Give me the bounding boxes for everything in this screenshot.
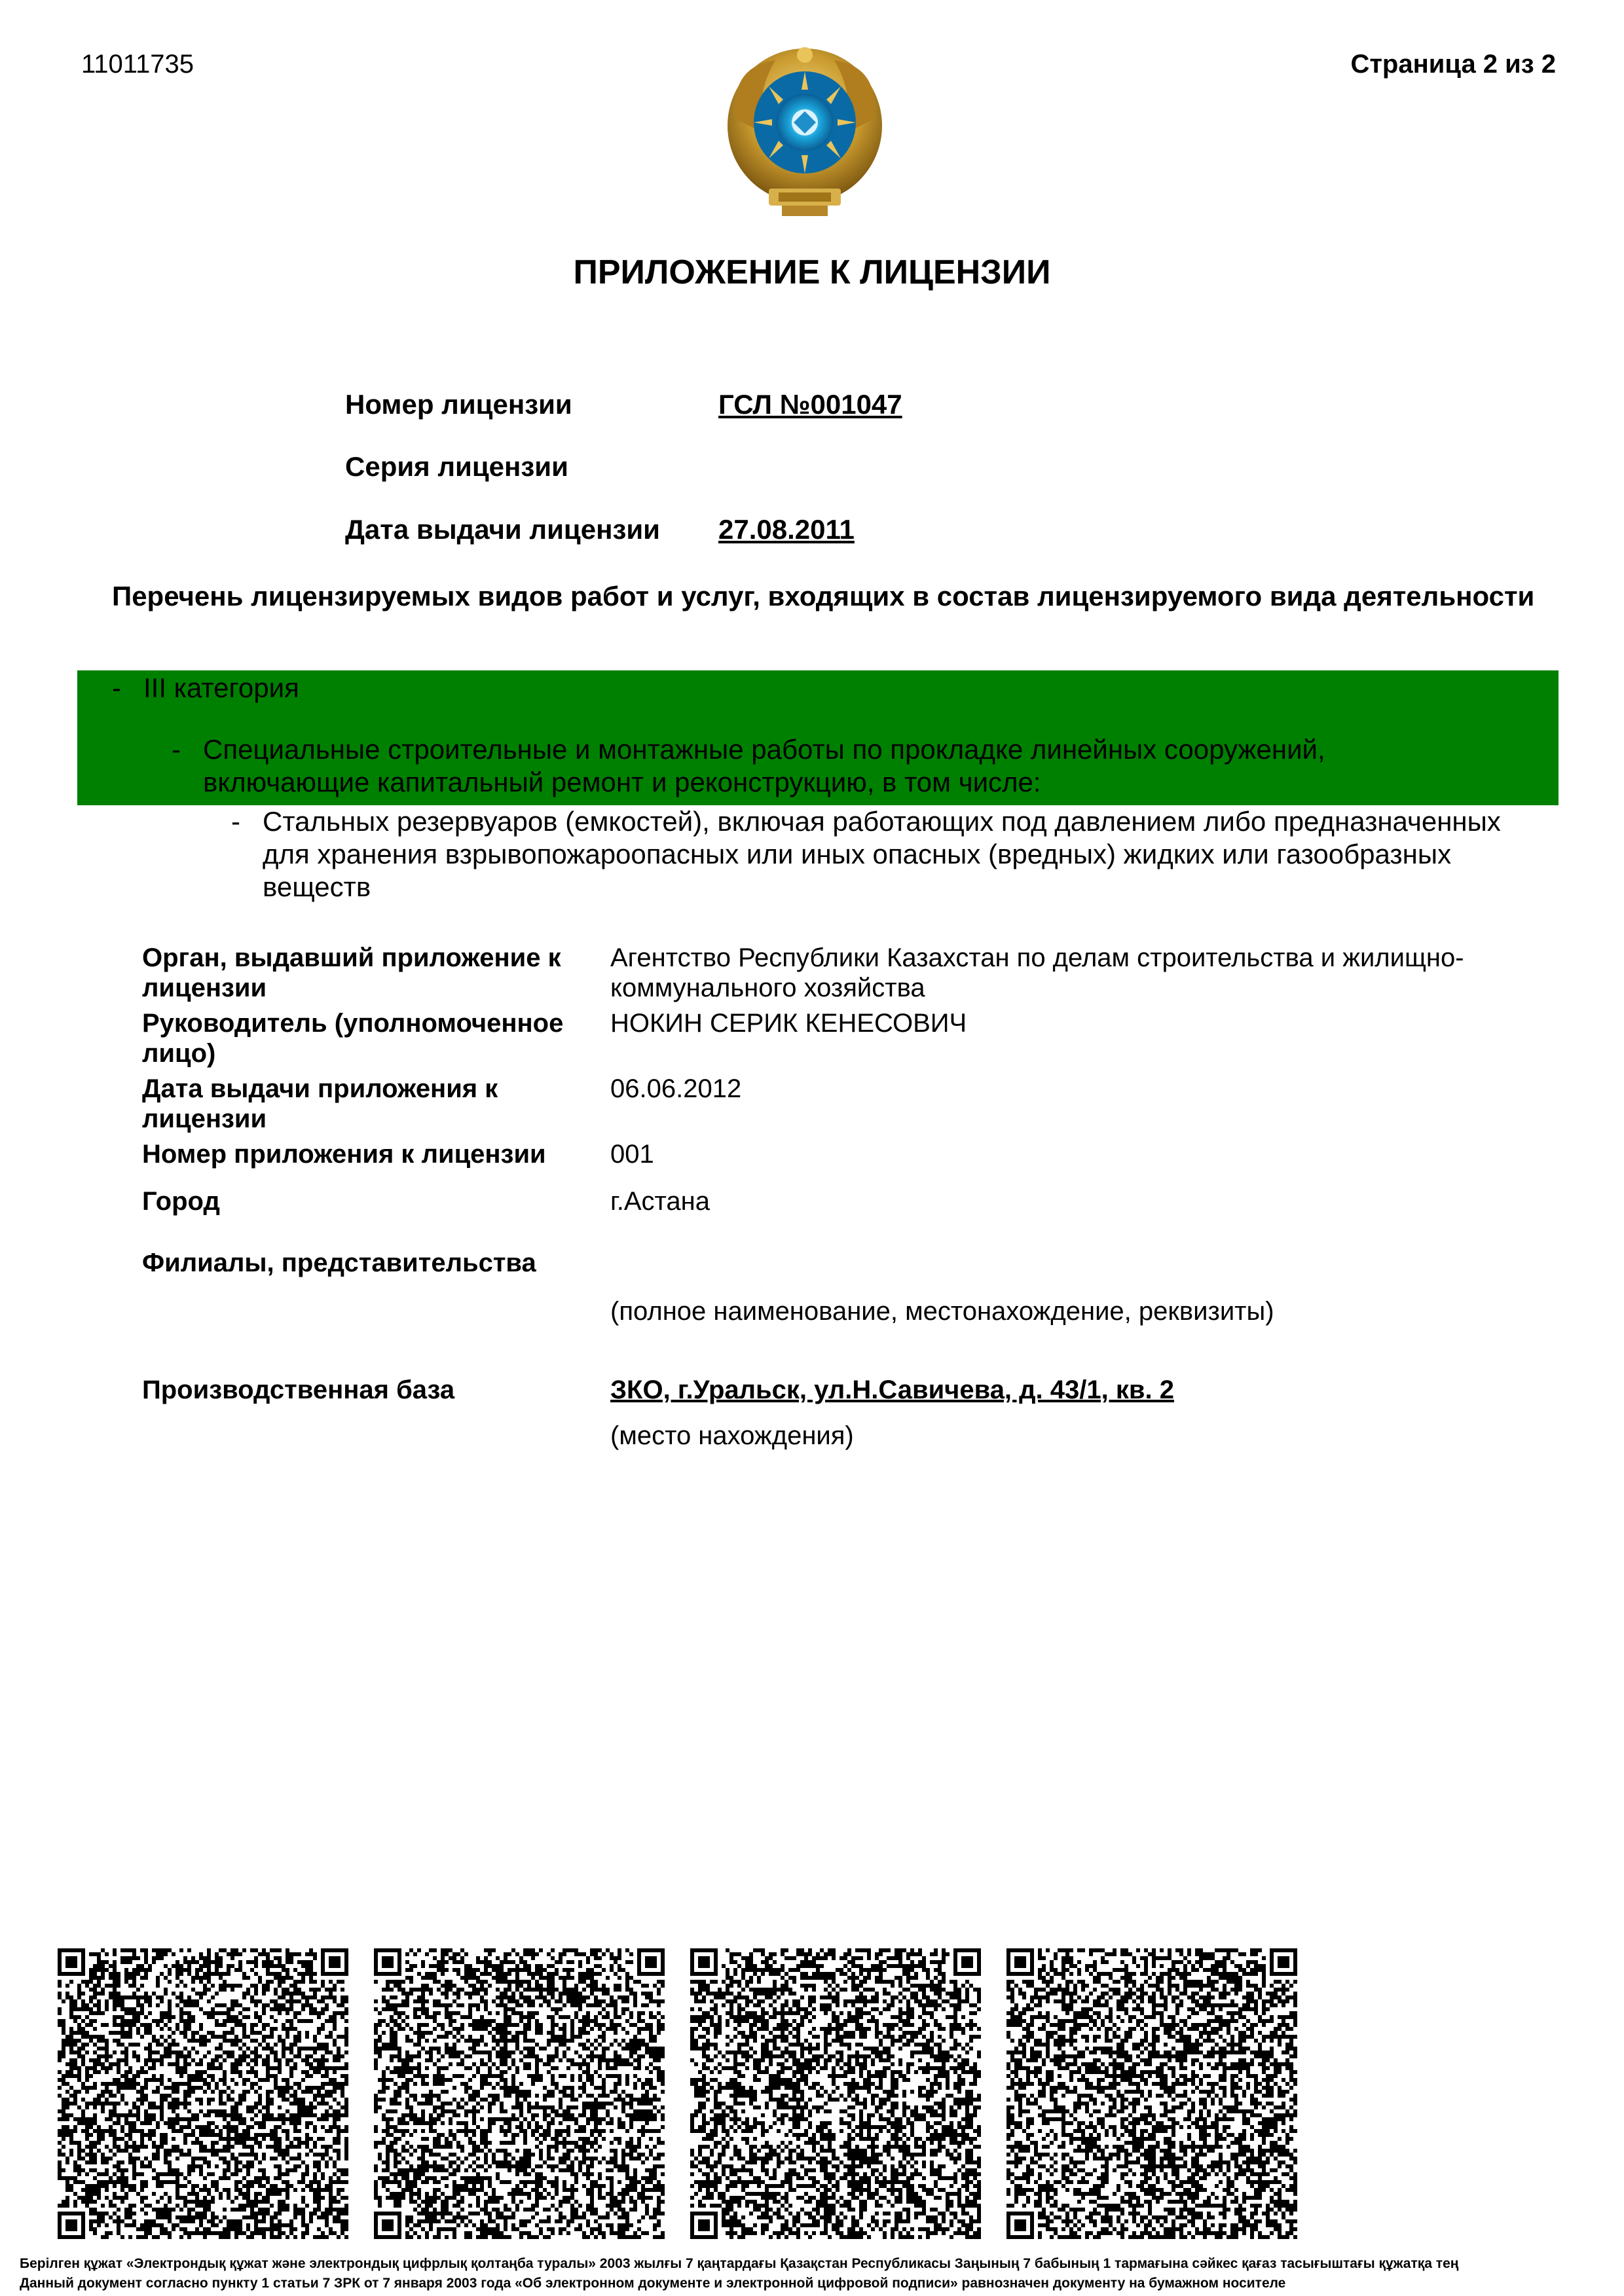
list-item-text: веществ <box>263 871 371 902</box>
branches-hint: (полное наименование, местонахождение, реквизиты) <box>610 1297 1274 1326</box>
city-label: Город <box>142 1187 220 1216</box>
head-value: НОКИН СЕРИК КЕНЕСОВИЧ <box>610 1009 967 1038</box>
list-item <box>112 672 1553 704</box>
list-item-text: Стальных резервуаров (емкостей), включая работающих под давлением либо предназначенных <box>263 806 1501 837</box>
license-date-label: Дата выдачи лицензии <box>345 514 660 545</box>
page-title: ПРИЛОЖЕНИЕ К ЛИЦЕНЗИИ <box>573 253 1051 291</box>
license-number-label: Номер лицензии <box>345 389 572 420</box>
issuer-value: Агентство Республики Казахстан по делам строительства и жилищно-коммунального хозяйства <box>610 943 1464 1002</box>
license-series-label: Серия лицензии <box>345 451 568 482</box>
qr-code-icon <box>690 1948 981 2239</box>
qr-code-icon <box>58 1948 348 2239</box>
footer-legal-kz: Берілген құжат «Электрондық құжат және электрондық цифрлық қолтаңба туралы» 2003 жылғы 7 қаңтардағы Қазақстан Республикасы Заңының 7 бабының 1 тармағына сәйкес қағаз тасығыштағы құжатқа тең <box>20 2256 1459 2271</box>
qr-code-icon <box>374 1948 665 2239</box>
list-item-text: для хранения взрывопожароопасных или иных опасных (вредных) жидких или газообразных <box>263 839 1452 869</box>
production-base-hint: (место нахождения) <box>610 1421 854 1450</box>
list-item-text: включающие капитальный ремонт и реконструкцию, в том числе: <box>203 767 1041 797</box>
footer-legal-ru: Данный документ согласно пункту 1 статьи 7 ЗРК от 7 января 2003 года «Об электронном документе и электронной цифровой подписи» равнозначен документу на бумажном носителе <box>20 2276 1286 2291</box>
qr-code-icon <box>1006 1948 1297 2239</box>
kazakhstan-state-emblem-icon <box>716 41 893 220</box>
appendix-date-value: 06.06.2012 <box>610 1074 742 1103</box>
production-base-label: Производственная база <box>142 1376 455 1404</box>
appendix-number-value: 001 <box>610 1140 654 1169</box>
list-dash: - <box>231 806 240 837</box>
list-item <box>172 733 1553 799</box>
city-value: г.Астана <box>610 1187 710 1216</box>
document-number: 11011735 <box>81 50 194 79</box>
list-dash: - <box>112 672 121 703</box>
head-label: Руководитель (уполномоченное лицо) <box>142 1009 564 1068</box>
list-item-text: III категория <box>143 672 299 703</box>
license-number-value: ГСЛ №001047 <box>718 389 902 420</box>
page-indicator: Страница 2 из 2 <box>1350 50 1556 79</box>
production-base-value: ЗКО, г.Уральск, ул.Н.Савичева, д. 43/1, кв. 2 <box>610 1376 1174 1404</box>
appendix-date-label: Дата выдачи приложения к лицензии <box>142 1074 498 1133</box>
licensed-works-heading: Перечень лицензируемых видов работ и услуг, входящих в состав лицензируемого вида деятельности <box>112 581 1535 611</box>
branches-label: Филиалы, представительства <box>142 1248 536 1277</box>
license-date-value: 27.08.2011 <box>718 514 855 545</box>
issuer-label: Орган, выдавший приложение к лицензии <box>142 943 561 1002</box>
list-item <box>231 805 1567 903</box>
list-dash: - <box>172 734 181 765</box>
appendix-number-label: Номер приложения к лицензии <box>142 1140 546 1169</box>
list-item-text: Специальные строительные и монтажные работы по прокладке линейных сооружений, <box>203 734 1325 765</box>
